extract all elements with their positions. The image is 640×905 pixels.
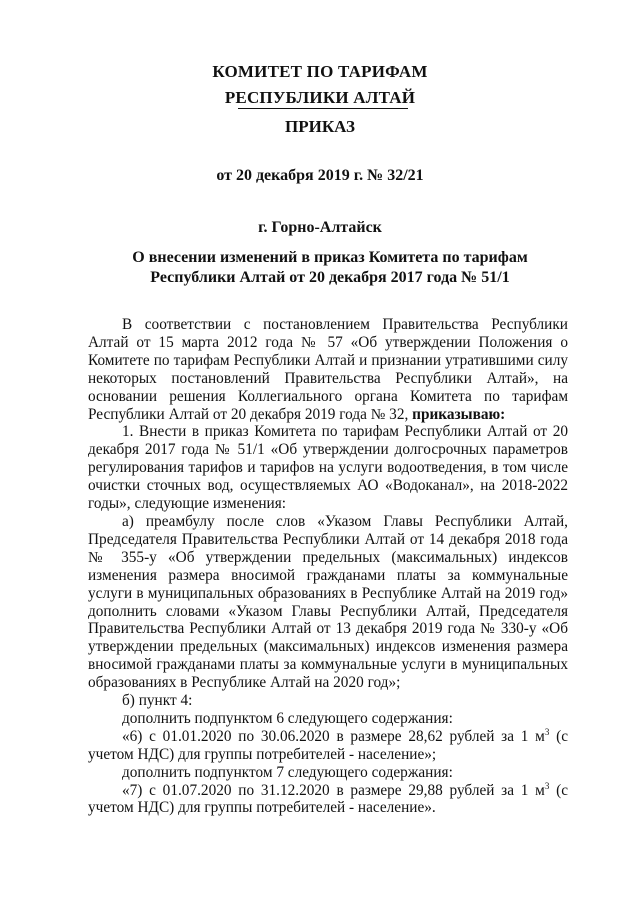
subitem-7-tail: (с учетом НДС) для группы потребителей - население».: [88, 781, 568, 817]
order-subject: О внесении изменений в приказ Комитета по тарифам Республики Алтай от 20 декабря 2017 года № 51/1: [132, 249, 528, 286]
order-body: [88, 316, 568, 817]
document-title: ПРИКАЗ: [285, 117, 355, 136]
subitem-6-tail: (с учетом НДС) для группы потребителей - население»;: [88, 727, 568, 763]
paragraph-add-6: дополнить подпунктом 6 следующего содержания:: [122, 709, 453, 727]
header-underline: [238, 108, 408, 109]
order-date: от 20 декабря 2019 г. № 32/21: [216, 167, 424, 184]
paragraph-item-b: б) пункт 4:: [122, 692, 193, 710]
preamble-text: В соответствии с постановлением Правительства Республики Алтай от 15 марта 2012 года № 57 «Об утверждении Положения о Комитете по тарифам Республики Алтай и признании утратившими силу некоторых постановлений Правительства Республики Алтай», на основании решения Коллегиального органа Комитета по тарифам Республики Алтай от 20 декабря 2019 года № 32,: [88, 316, 568, 423]
order-keyword: приказываю:: [412, 405, 506, 423]
subitem-7-text: «7) с 01.07.2020 по 31.12.2020 в размере 29,88 рублей за 1 м: [122, 781, 545, 799]
cubic-superscript: 3: [544, 780, 550, 791]
order-city: г. Горно-Алтайск: [258, 219, 382, 236]
subitem-6-text: «6) с 01.01.2020 по 30.06.2020 в размере 28,62 рублей за 1 м: [122, 727, 545, 745]
cubic-superscript: 3: [544, 726, 550, 737]
paragraph-item-a: а) преамбулу после слов «Указом Главы Республики Алтай, Председателя Правительства Республики Алтай от 14 декабря 2018 года № 355-у «Об утверждении предельных (максимальных) индексов изменения размера вносимой гражданами платы за коммунальные услуги в муниципальных образованиях в Республике Алтай на 2019 год» дополнить словами «Указом Главы Республики Алтай, Председателя Правительства Республики Алтай от 13 декабря 2019 года № 330-у «Об утверждении предельных (максимальных) индексов изменения размера вносимой гражданами платы за коммунальные услуги в муниципальных образованиях в Республике Алтай на 2020 год»;: [88, 512, 568, 692]
paragraph-item-1: 1. Внести в приказ Комитета по тарифам Республики Алтай от 20 декабря 2017 года № 51/1 «Об утверждении долгосрочных параметров регулирования тарифов и тарифов на услуги водоотведения, в том числе очистки сточных вод, осуществляемых АО «Водоканал», на 2018-2022 годы», следующие изменения:: [88, 423, 568, 513]
paragraph-subitem-6: [88, 728, 568, 764]
committee-name-line2: РЕСПУБЛИКИ АЛТАЙ: [224, 88, 416, 107]
committee-name-line1: КОМИТЕТ ПО ТАРИФАМ: [212, 62, 428, 81]
paragraph-add-7: дополнить подпунктом 7 следующего содержания:: [122, 763, 453, 781]
paragraph-preamble: [88, 316, 568, 423]
paragraph-subitem-7: [88, 782, 568, 818]
